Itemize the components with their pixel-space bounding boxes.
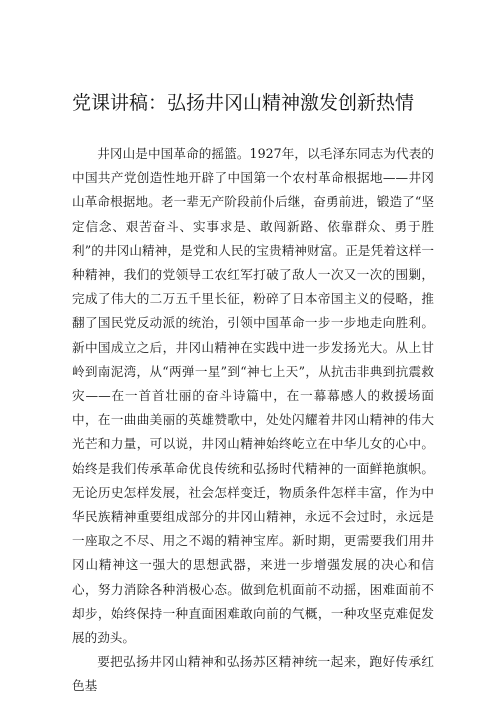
body-paragraph: 要把弘扬井冈山精神和弘扬苏区精神统一起来，跑好传承红色基 [72,654,434,694]
document-title: 党课讲稿：弘扬井冈山精神激发创新热情 [72,92,415,114]
document-body [72,142,434,699]
body-paragraph: 井冈山是中国革命的摇篮。1927年，以毛泽东同志为代表的中国共产党创造性地开辟了中国第一个农村革命根据地——井冈山革命根据地。老一辈无产阶段前仆后继，奋勇前进，锻造了“坚定信念、艰苦奋斗、实事求是、敢闯新路、依靠群众、勇于胜利”的井冈山精神，是党和人民的宝贵精神财富。正是凭着这样一种精神，我们的党领导工农红军打破了敌人一次又一次的围剿，完成了伟大的二万五千里长征，粉碎了日本帝国主义的侵略，推翻了国民党反动派的统治，引领中国革命一步一步地走向胜利。新中国成立之后，井冈山精神在实践中进一步发扬光大。从上甘岭到南泥湾，从“两弹一星”到“神七上天”，从抗击非典到抗震救灾——在一首首壮丽的奋斗诗篇中，在一幕幕感人的救援场面中，在一曲曲美丽的英雄赞歌中，处处闪耀着井冈山精神的伟大光芒和力量，可以说，井冈山精神始终屹立在中华儿女的心中。始终是我们传承革命优良传统和弘扬时代精神的一面鲜艳旗帜。无论历史怎样发展，社会怎样变迁，物质条件怎样丰富，作为中华民族精神重要组成部分的井冈山精神，永远不会过时，永远是一座取之不尽、用之不竭的精神宝库。新时期，更需要我们用井冈山精神这一强大的思想武器，来进一步增强发展的决心和信心，努力消除各种消极心态。做到危机面前不动摇，困难面前不却步，始终保持一种直面困难敢向前的气概，一种攻坚克难促发展的劲头。 [72,146,434,646]
